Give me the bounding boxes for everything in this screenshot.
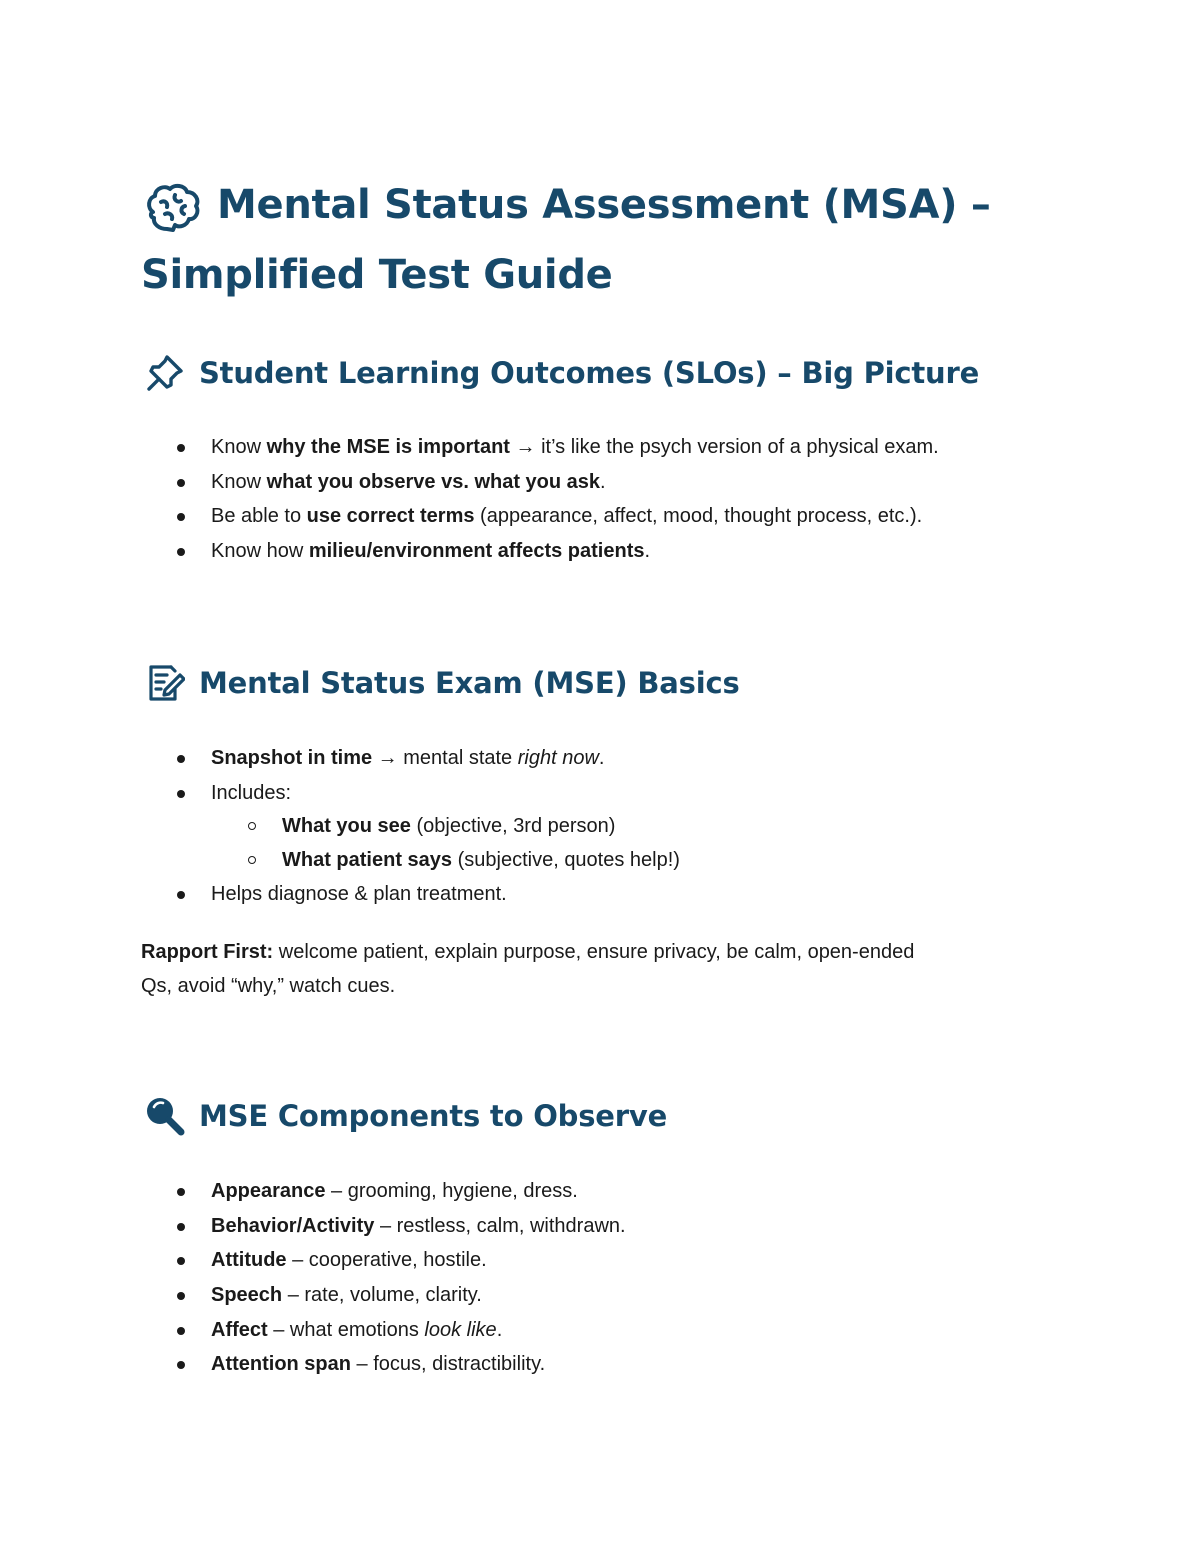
page-title-line-1: Mental Status Assessment (MSA) – (217, 182, 991, 228)
slo-heading-text: Student Learning Outcomes (SLOs) – Big Picture (199, 356, 980, 390)
magnifier-icon (145, 1096, 185, 1136)
basics-heading-text: Mental Status Exam (MSE) Basics (199, 666, 740, 700)
pushpin-icon (145, 353, 185, 393)
list-item: Be able to use correct terms (appearance, affect, mood, thought process, etc.). (0, 499, 939, 534)
brain-icon (145, 182, 201, 234)
page-title-line-2: Simplified Test Guide (141, 252, 613, 298)
components-heading (145, 1094, 667, 1138)
slo-heading (145, 351, 979, 395)
sub-list-item: What you see (objective, 3rd person) (0, 810, 680, 844)
list-item: Attitude – cooperative, hostile. (0, 1243, 626, 1278)
list-item: Helps diagnose & plan treatment. (0, 877, 680, 912)
slo-list (0, 430, 939, 569)
list-item: Know how milieu/environment affects patients. (0, 534, 939, 569)
components-heading-text: MSE Components to Observe (199, 1099, 668, 1133)
components-list (0, 1174, 626, 1382)
list-item: Behavior/Activity – restless, calm, withdrawn. (0, 1209, 626, 1244)
list-item: Affect – what emotions look like. (0, 1313, 626, 1348)
basics-heading (145, 661, 740, 705)
list-item: Snapshot in time → mental state right now. (0, 741, 680, 776)
list-item: Speech – rate, volume, clarity. (0, 1278, 626, 1313)
memo-icon (145, 663, 185, 703)
list-item: Includes: (0, 776, 680, 811)
list-item: Appearance – grooming, hygiene, dress. (0, 1174, 626, 1209)
sub-list-item: What patient says (subjective, quotes help!) (0, 844, 680, 878)
list-item: Attention span – focus, distractibility. (0, 1347, 626, 1382)
rapport-paragraph: Rapport First: welcome patient, explain purpose, ensure privacy, be calm, open-ended Qs, avoid “why,” watch cues. (141, 941, 915, 997)
list-item: Know why the MSE is important → it’s like the psych version of a physical exam. (0, 430, 939, 465)
basics-list (0, 741, 680, 912)
list-item: Know what you observe vs. what you ask. (0, 465, 939, 500)
